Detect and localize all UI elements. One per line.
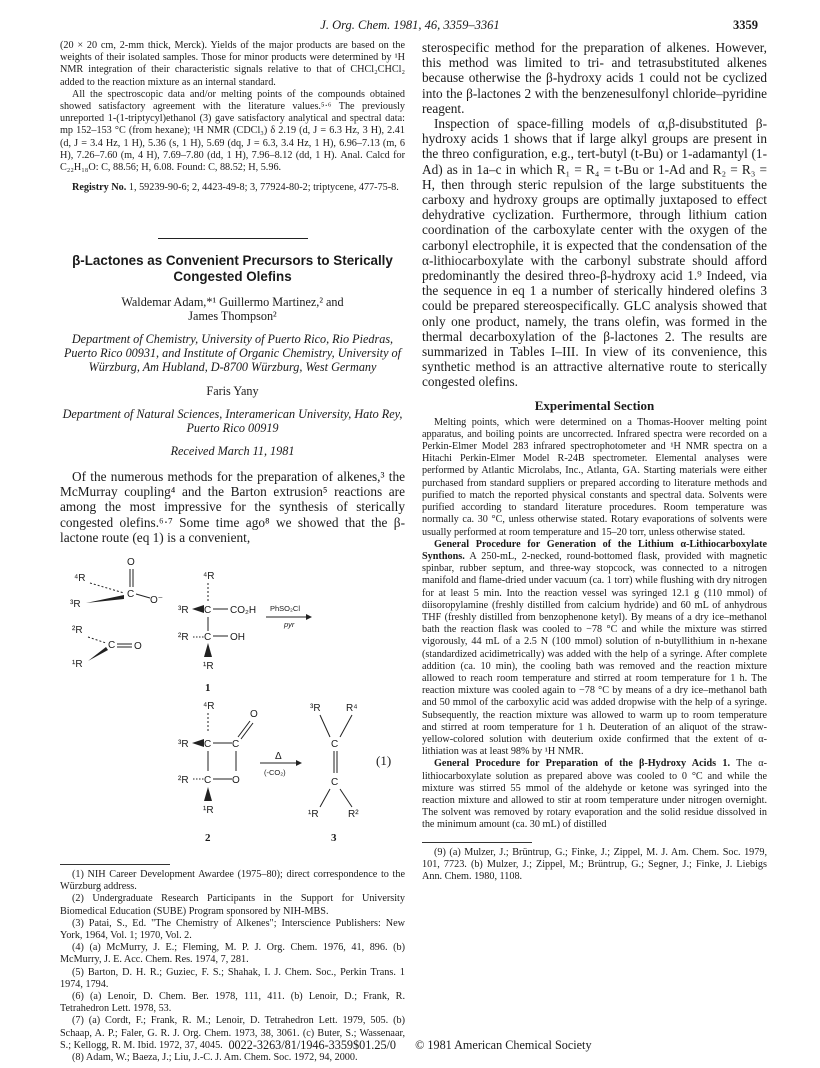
scheme-r4-b: ⁴R [203, 571, 215, 583]
scheme-o-4: O [232, 775, 240, 787]
experimental-paragraph-1: Melting points, which were determined on a Thomas-Hoover melting point apparatus, and boiling points are uncorrected. Infrared spectra were recorded on a Perkin-Elmer Model 283 infrared spectrophotometer and ¹H NMR spectra on a Hitachi Perkin-Elmer Model R-24B spectrometer. Elemental analyses were performed by Atlantic Microlabs, Inc., Atlanta, GA. Starting materials were either purchased from standard suppliers or prepared according to literature methods and purified to match the reported physical constants and spectral data. Solvents were purified according to standard literature procedures. Room temperature was normally ca. 30 °C, unless otherwise stated. Rotary evaporations of solvents were usually performed at room temperature and 15–20 torr, unless otherwise stated. [422, 416, 767, 538]
right-column [422, 40, 767, 883]
procedure-text-2: The α-lithiocarboxylate solution as prepared above was cooled to 0 °C and while the mixture was stirred 55 mmol of the aldehyde or ketone was syringed into the reaction mixture and allowed to stir at room temperature under nitrogen overnight. The solvent was removed by rotary evaporation and the solid residue dissolved in the minimum amount (ca. 30 mL) of distilled [422, 758, 767, 831]
scheme-number-3: 3 [331, 832, 337, 845]
footnote-3: (3) Patai, S., Ed. "The Chemistry of Alkenes"; Interscience Publishers: New York, 1964, Vol. 1; 1970, Vol. 2. [60, 917, 405, 942]
scheme-r3-c: ³R [178, 739, 189, 751]
footnote-7: (7) (a) Cordt, F.; Frank, R. M.; Lenoir, D. Tetrahedron Lett. 1979, 505. (b) Schaap, A. P.; Faler, G. R. J. Org. Chem. 1973, 38, 3061. (c) Buter, S.; Wassenaar, S.; Kellogg, R. M. Ibid. 1972, 37, 4045. [60, 1015, 405, 1051]
scheme-o-minus: O⁻ [150, 595, 164, 607]
scheme-r4-a: ⁴R [74, 573, 86, 585]
procedure-text-1: A 250-mL, 2-necked, round-bottomed flask, provided with magnetic spinbar, rubber septum, and three-way stopcock, was connected to a nitrogen manifold and flame-dried under vacuum (ca. 1 torr) while flushing with dry nitrogen for at least 5 min. Into the reaction vessel was syringed 12.1 g (110 mmol) of diisoropylamine (freshly distilled from calcium hydride) and 60 mL of anhydrous THF (freshly distilled from benzophenone ketyl). By means of a dry ice–methanol bath the reaction flask was cooled to −78 °C and while the mixture was stirred vigorously, 44 mL of a 2.5 N (100 mmol) solution of n-butyllithium in n-hexane (standardized acidimetrically) was added with the help of a syringe. After complete addition (ca. 10 min), the cooling bath was removed and the reaction mixture allowed to reach room temperature and stirred at room temperature for 1 h. The reaction mixture was cooled again to −78 °C by means of a dry ice–methanol bath and 50 mmol of the carboxylic acid was added dropwise with the help of a syringe. Subsequently, the reaction mixture was allowed to warm up to room temperature and stirred at room temperature for 1 h. Deuteration of an aliquot of the straw-yellow-colored solution with deuterium oxide confirmed that the extent of α-lithiation was at least 98% by ¹H NMR. [422, 550, 767, 758]
registry-paragraph [60, 182, 405, 194]
scheme-c-6: C [232, 739, 240, 751]
scheme-r1-c: ¹R [203, 805, 214, 817]
scheme-c-4: C [204, 632, 212, 644]
registry-label: Registry No. [72, 182, 127, 194]
intro-paragraph-2: All the spectroscopic data and/or melting points of the compounds obtained showed satisfactory agreement with the literature values.⁵·⁶ The previously unreported 1-(1-triptycyl)ethanol (3) gave satisfactory analytical and spectral data: mp 152–153 °C (from hexane); ¹H NMR (CDCl₃) δ 2.19 (d, J = 6.3 Hz, 3 H), 2.41 (d, J = 3.4 Hz, 1 H), 5.36 (s, 1 H), 5.69 (dq, J = 6.3, 3.4 Hz, 1 H), 6.96–7.13 (m, 6 H), 7.26–7.60 (m, 4 H), 7.69–7.80 (dd, 1 H), 7.96–8.12 (dd, 1 H). Anal. Calcd for C₂₂H₁₈O: C, 88.56; H, 6.08. Found: C, 88.52; H, 5.96. [60, 88, 405, 174]
scheme-co2h: CO₂H [230, 605, 257, 617]
footnote-4: (4) (a) McMurry, J. E.; Fleming, M. P. J. Org. Chem. 1976, 41, 896. (b) McMurry, J. E. Acc. Chem. Res. 1974, 7, 281. [60, 942, 405, 966]
body-paragraph: Of the numerous methods for the preparation of alkenes,³ the McMurray coupling⁴ and the Barton extrusion⁵ reactions are among the most impressive for the synthesis of sterically congested olefins.⁶·⁷ Some time ago⁸ we showed that the β-lactone route (eq 1) is a convenient, [60, 469, 405, 545]
scheme-r4-d: R⁴ [346, 703, 358, 715]
left-column [60, 40, 405, 1064]
affiliation-2: Department of Natural Sciences, Interamerican University, Hato Rey, Puerto Rico 00919 [62, 407, 403, 435]
scheme-number-1: 1 [205, 682, 211, 695]
scheme-r2-c: ²R [178, 775, 189, 787]
page-header [0, 18, 820, 34]
authors-line-1: Waldemar Adam,*¹ Guillermo Martinez,² and [121, 295, 344, 310]
footnote-5: (5) Barton, D. H. R.; Guziec, F. S.; Shahak, I. J. Chem. Soc., Perkin Trans. 1 1974, 1794. [60, 966, 405, 990]
experimental-paragraph-3 [422, 758, 767, 831]
footnote-9: (9) (a) Mulzer, J.; Brüntrup, G.; Finke, J.; Zippel, M. J. Am. Chem. Soc. 1979, 101, 7723. (b) Mulzer, J.; Zippel, M.; Brüntrup, G.; Segner, J.; Finke, J. Liebigs Ann. Chem. 1980, 1108. [422, 846, 767, 882]
section-divider [158, 238, 308, 239]
copyright: © 1981 American Chemical Society [415, 1038, 592, 1052]
experimental-paragraph-2 [422, 539, 767, 759]
scheme-r1-b: ¹R [203, 661, 214, 673]
scheme-number-2: 2 [205, 832, 211, 845]
scheme-minus-co2: (-CO₂) [264, 768, 286, 778]
article-title: β-Lactones as Convenient Precursors to Sterically Congested Olefins [72, 253, 393, 285]
reaction-scheme [60, 551, 405, 851]
scheme-r2-d: R² [348, 809, 359, 821]
scheme-r1-d: ¹R [308, 809, 319, 821]
footnote-rule-right [422, 842, 532, 843]
received-date: Received March 11, 1981 [170, 444, 295, 459]
authors-line-2: James Thompson² [188, 309, 277, 324]
scheme-r2-b: ²R [178, 632, 189, 644]
procedure-heading-1: General Procedure for Generation of the Lithium α-Lithiocarboxylate Synthons. [422, 538, 767, 562]
procedure-heading-2: General Procedure for Preparation of the β-Hydroxy Acids 1. [434, 758, 731, 770]
journal-citation: J. Org. Chem. 1981, 46, 3359–3361 [320, 18, 500, 32]
page-footer [0, 1038, 820, 1053]
scheme-r3-a: ³R [70, 599, 81, 611]
scheme-oh: OH [230, 632, 245, 644]
scheme-r1-a: ¹R [72, 659, 83, 671]
scheme-r4-c: ⁴R [203, 701, 215, 713]
scheme-c-9: C [331, 777, 339, 789]
scheme-r3-d: ³R [310, 703, 321, 715]
footnote-8: (8) Adam, W.; Baeza, J.; Liu, J.-C. J. Am. Chem. Soc. 1972, 94, 2000. [72, 1052, 358, 1064]
page-number: 3359 [733, 18, 758, 32]
footnote-6: (6) (a) Lenoir, D. Chem. Ber. 1978, 111, 411. (b) Lenoir, D.; Frank, R. Tetrahedron Lett. 1978, 53. [60, 991, 405, 1015]
footnote-rule [60, 864, 170, 865]
scheme-r2-a: ²R [72, 625, 83, 637]
footnote-1: (1) NIH Career Development Awardee (1975–80); direct correspondence to the Würzburg address. [60, 869, 405, 893]
footnote-2: (2) Undergraduate Research Participants in the Support for University Biomedical Education (SUBE) Program sponsored by NIH-MBS. [60, 893, 405, 917]
scheme-c-5: C [204, 739, 212, 751]
scheme-reagent-2: pyr [284, 620, 295, 630]
scheme-c-1: C [127, 589, 135, 601]
right-paragraph-1: sterospecific method for the preparation of alkenes. However, this method was limited to tri- and tetrasubstituted alkenes because otherwise the β-hydroxy acids 1 could not be cyclized into the β-lactones 2 with the benzenesulfonyl chloride–pyridine reagent. [422, 40, 767, 116]
scheme-delta: Δ [275, 751, 282, 763]
registry-text: 1, 59239-90-6; 2, 4423-49-8; 3, 77924-80-2; triptycene, 477-75-8. [126, 182, 399, 194]
scheme-reagent-1: PhSO₂Cl [270, 604, 301, 614]
affiliation-1: Department of Chemistry, University of Puerto Rico, Rio Piedras, Puerto Rico 00931, and Institute of Organic Chemistry, University of Würzburg, Am Hubland, D-8700 Würzburg, West Germany [63, 332, 402, 374]
scheme-o-2: O [134, 641, 142, 653]
experimental-heading: Experimental Section [534, 397, 655, 413]
scheme-o-top: O [127, 557, 135, 569]
scheme-o-3: O [250, 709, 258, 721]
scheme-c-2: C [108, 640, 116, 652]
scheme-c-8: C [331, 739, 339, 751]
intro-paragraph-1: (20 × 20 cm, 2-mm thick, Merck). Yields of the major products are based on the weights of their isolated samples. Those for minor products were determined by ¹H NMR integration of their characteristic signals relative to that of CHCl₂CHCl₂ added to the reaction mixture as an internal standard. [60, 40, 405, 88]
author-3: Faris Yany [206, 384, 259, 399]
scheme-c-7: C [204, 775, 212, 787]
right-paragraph-2: Inspection of space-filling models of α,β-disubstituted β-hydroxy acids 1 shows that if large alkyl groups are present in the threo configuration, e.g., tert-butyl (t-Bu) or 1-adamantyl (1-Ad) as in 1a–c in which R₁ = R₄ = t-Bu or 1-Ad and R₂ = R₃ = H, then through steric repulsion of the large substituents the carboxy and hydroxy groups are optimally juxtaposed to effect dehydrative cyclization. Furthermore, through lithium cation coordination of the carboxylate center with the oxygen of the carbonyl electrophile, it is expected that the condensation of the α-lithiocarboxylate with the carbonyl substrate should afford predominantly the desired threo-β-hydroxy acid 1.⁹ Indeed, via the sequence in eq 1 a number of sterically hindered olefins 3 could be prepared stereospecifically. GLC analysis showed that only one product, namely, the trans olefin, was formed in the thermal decarboxylation of the β-lactones 2. The results are summarized in Tables I–III. In view of its convenience, this synthetic method is an attractive alternative route to sterically congested olefins. [422, 116, 767, 390]
article-code: 0022-3263/81/1946-3359$01.25/0 [228, 1038, 397, 1052]
scheme-r3-b: ³R [178, 605, 189, 617]
equation-number: (1) [376, 753, 392, 769]
footnotes [60, 869, 405, 1064]
scheme-c-3: C [204, 605, 212, 617]
